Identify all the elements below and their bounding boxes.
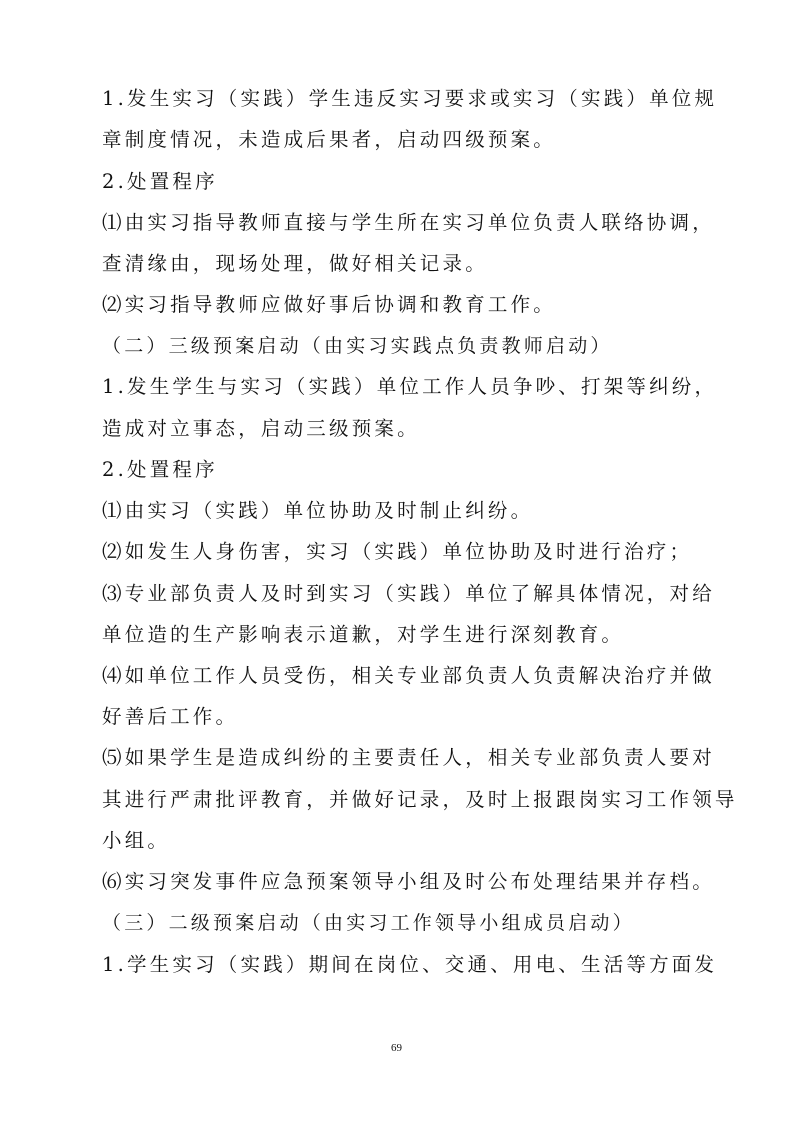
text-line: 单位造的生产影响表示道歉，对学生进行深刻教育。 [102,623,625,646]
text-line: 1.学生实习（实践）期间在岗位、交通、用电、生活等方面发 [102,953,718,976]
text-line: 2.处置程序 [102,170,218,193]
section-heading: （三）二级预案启动（由实习工作领导小组成员启动） [102,912,635,934]
text-line: 其进行严肃批评教育，并做好记录，及时上报跟岗实习工作领导 [102,788,738,811]
text-line: 查清缘由，现场处理，做好相关记录。 [102,252,488,275]
text-line: ⑴由实习指导教师直接与学生所在实习单位负责人联络协调， [102,211,715,234]
text-line: 1.发生实习（实践）学生违反实习要求或实习（实践）单位规 [102,87,718,110]
text-line: ⑵实习指导教师应做好事后协调和教育工作。 [102,293,557,316]
section-heading: （二）三级预案启动（由实习实践点负责教师启动） [102,335,613,357]
text-line: 小组。 [102,829,171,852]
text-line: ⑵如发生人身伤害，实习（实践）单位协助及时进行治疗； [102,540,693,563]
text-line: ⑴由实习（实践）单位协助及时制止纠纷。 [102,499,534,522]
text-line: 好善后工作。 [102,705,239,728]
text-line: 1.发生学生与实习（实践）单位工作人员争吵、打架等纠纷， [102,375,718,398]
text-line: 章制度情况，未造成后果者，启动四级预案。 [102,128,557,151]
text-line: ⑹实习突发事件应急预案领导小组及时公布处理结果并存档。 [102,870,715,893]
text-line: 造成对立事态，启动三级预案。 [102,417,420,440]
text-line: ⑷如单位工作人员受伤，相关专业部负责人负责解决治疗并做 [102,664,715,687]
text-line: 2.处置程序 [102,458,218,481]
text-line: ⑶专业部负责人及时到实习（实践）单位了解具体情况，对给 [102,582,715,605]
page-number: 69 [391,1042,402,1054]
text-line: ⑸如果学生是造成纠纷的主要责任人，相关专业部负责人要对 [102,746,715,769]
